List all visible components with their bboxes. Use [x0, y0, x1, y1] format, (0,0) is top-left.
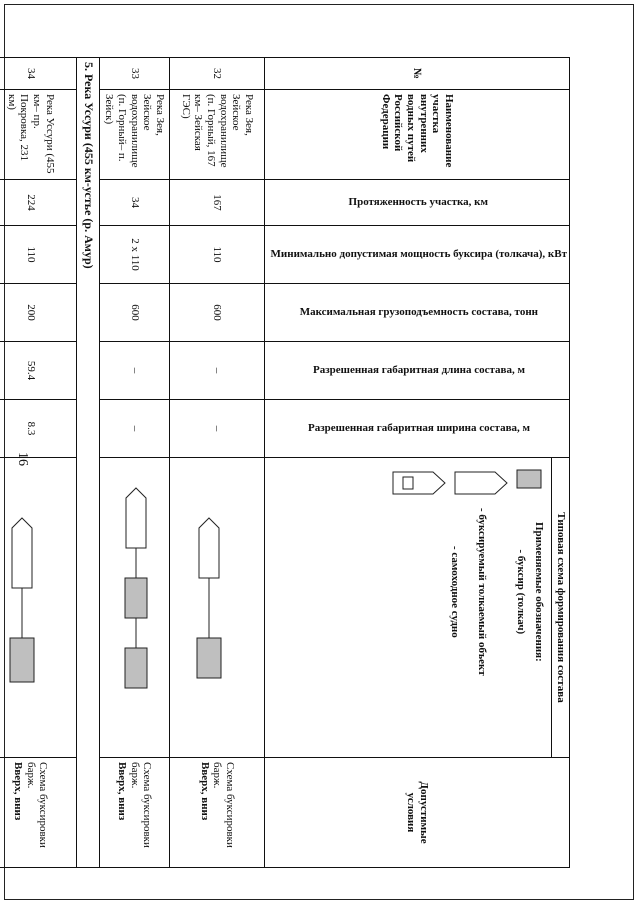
table-row — [169, 58, 264, 868]
header-scheme — [264, 458, 569, 758]
row-capacity: 600 — [99, 284, 169, 342]
section-row — [76, 58, 99, 868]
section-title: 5. Река Уссури (455 км-устье (р. Амур) — [76, 58, 99, 868]
row-allowed-length: – — [169, 342, 264, 400]
self-propelled-icon — [391, 468, 447, 498]
barge-icon — [453, 468, 509, 498]
row-power: 110 — [0, 226, 76, 284]
rotated-table-container — [5, 57, 570, 867]
row-allowed-width: 8.3 — [0, 400, 76, 458]
row-name: Река Уссури (455 км– пр. Покровка, 231 км) — [0, 90, 76, 180]
row-scheme — [169, 458, 264, 758]
header-power: Минимально допустимая мощность буксира (толкача), кВт — [264, 226, 569, 284]
header-row — [264, 58, 569, 868]
header-length: Протяженность участка, км — [264, 180, 569, 226]
row-name: Река Зея, Зейское водохранилище (п. Горный, 167 км– Зейская ГЭС) — [169, 90, 264, 180]
tug-icon — [515, 468, 543, 490]
row-capacity: 200 — [0, 284, 76, 342]
header-name: Наименование участка внутренних водных путей Российской Федерации — [264, 90, 569, 180]
row-allowed-length: 59.4 — [0, 342, 76, 400]
tow-two-barges-diagram — [111, 478, 161, 738]
legend-title: Применяемые обозначения: — [533, 521, 546, 662]
header-allowed-length: Разрешенная габаритная длина состава, м — [264, 342, 569, 400]
row-conditions: Схема буксировки барж. Вверх, вниз — [99, 758, 169, 868]
row-no: 33 — [99, 58, 169, 90]
header-capacity: Максимальная грузоподъемность состава, тонн — [264, 284, 569, 342]
row-length: 224 — [0, 180, 76, 226]
row-power: 2 х 110 — [99, 226, 169, 284]
scheme-title: Типовая схема формирования состава — [551, 458, 569, 757]
row-scheme — [99, 458, 169, 758]
header-allowed-width: Разрешенная габаритная ширина состава, м — [264, 400, 569, 458]
regulations-table — [0, 57, 570, 868]
header-conditions: Допустимые условия — [264, 758, 569, 868]
row-length: 34 — [99, 180, 169, 226]
tow-one-barge-diagram — [2, 488, 62, 728]
header-no: № — [264, 58, 569, 90]
table-row — [99, 58, 169, 868]
legend-item-tug: - буксир (толкач) — [514, 549, 527, 635]
row-conditions: Схема буксировки барж. Вверх, вниз — [0, 758, 76, 868]
row-name: Река Зея, Зейское водохранилище (п. Горный– п. Зейск) — [99, 90, 169, 180]
legend — [385, 458, 551, 757]
row-no: 34 — [0, 58, 76, 90]
row-power: 110 — [169, 226, 264, 284]
row-allowed-length: – — [99, 342, 169, 400]
row-allowed-width: – — [99, 400, 169, 458]
table-row — [0, 58, 76, 868]
row-conditions: Схема буксировки барж. Вверх, вниз — [169, 758, 264, 868]
row-length: 167 — [169, 180, 264, 226]
row-capacity: 600 — [169, 284, 264, 342]
row-scheme — [0, 458, 76, 758]
row-allowed-width: – — [169, 400, 264, 458]
legend-item-barge: - буксируемый толкаемый объект — [476, 508, 489, 676]
row-no: 32 — [169, 58, 264, 90]
legend-item-self-propelled: - самоходное судно — [449, 545, 462, 638]
tow-one-barge-diagram — [189, 498, 249, 718]
page-number: 16 — [15, 452, 30, 466]
